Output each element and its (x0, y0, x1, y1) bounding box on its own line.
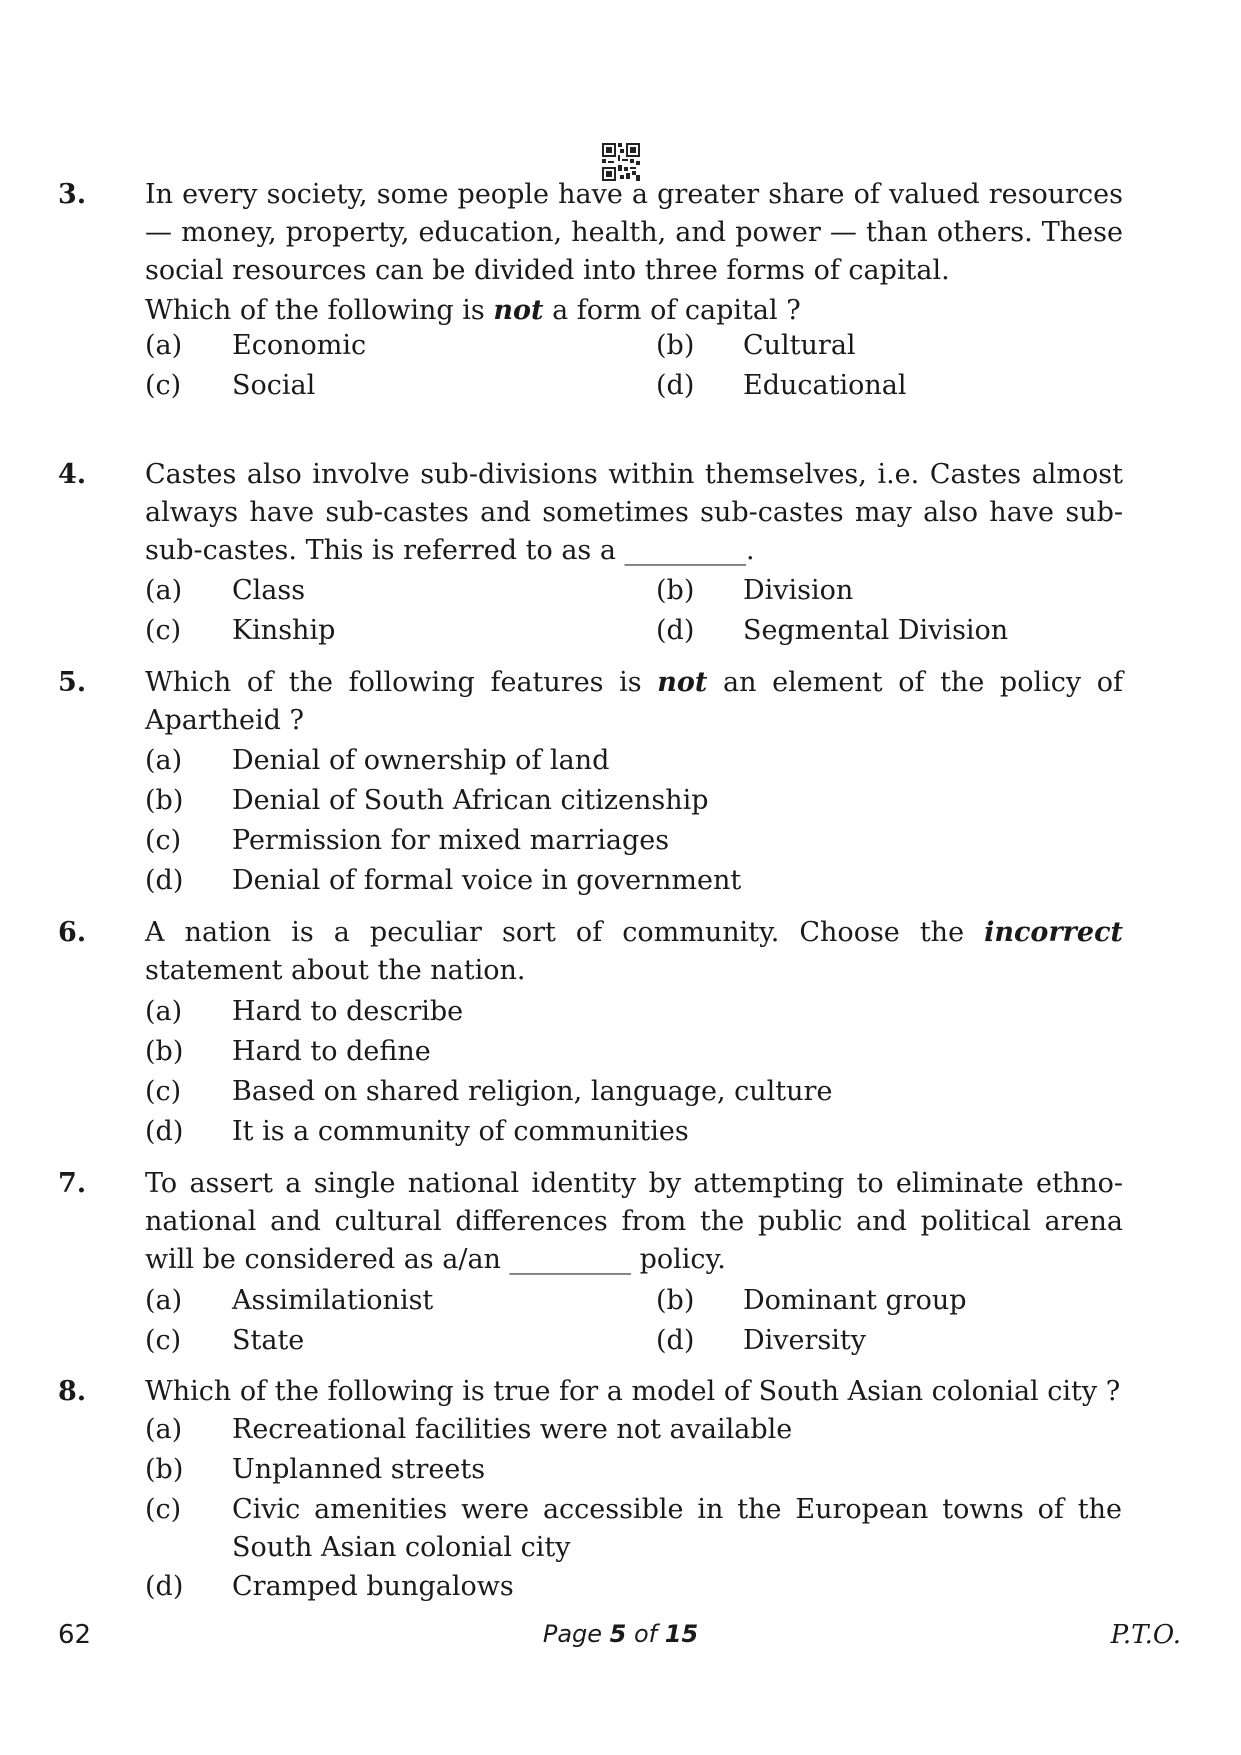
page-prefix: Page (542, 1620, 610, 1648)
option-label: (b) (145, 1454, 184, 1485)
option-text: Social (232, 370, 316, 401)
question-text: To assert a single national identity by attempting to eliminate ethno-national and cultural differences from the public and political arena will be considered as a/an _________ policy. (145, 1168, 1123, 1275)
option-label: (b) (656, 575, 695, 606)
option-label: (c) (145, 370, 182, 401)
option-text: Cramped bungalows (232, 1571, 514, 1602)
option-text: Kinship (232, 615, 336, 646)
option-text: Recreational facilities were not available (232, 1414, 793, 1445)
option-label: (c) (145, 1325, 182, 1356)
option-text: Permission for mixed marriages (232, 825, 670, 856)
option-text: Denial of South African citizenship (232, 785, 709, 816)
option-label: (d) (656, 1325, 695, 1356)
option-text: State (232, 1325, 305, 1356)
option-text: Division (743, 575, 854, 606)
page-total: 15 (664, 1620, 699, 1648)
question-number: 5. (58, 667, 87, 698)
option-text: Diversity (743, 1325, 867, 1356)
option-label: (d) (145, 1116, 184, 1147)
option-label: (d) (145, 865, 184, 896)
question-number: 8. (58, 1376, 87, 1407)
option-label: (b) (145, 785, 184, 816)
paper-code: 62 (58, 1620, 92, 1650)
option-text: It is a community of communities (232, 1116, 689, 1147)
option-label: (b) (145, 1036, 184, 1067)
question-text: In every society, some people have a greater share of valued resources — money, property, education, health, and power — than others. These social resources can be divided into three forms of capital. (145, 179, 1123, 286)
option-text: Civic amenities were accessible in the European towns of the South Asian colonial city (232, 1494, 1122, 1563)
question-number: 3. (58, 179, 87, 210)
question-number: 6. (58, 917, 87, 948)
option-label: (a) (145, 330, 183, 361)
option-label: (d) (656, 370, 695, 401)
question-stem: Which of the following is not a form of capital ? (145, 295, 801, 326)
option-label: (c) (145, 825, 182, 856)
option-text: Denial of ownership of land (232, 745, 610, 776)
option-label: (b) (656, 330, 695, 361)
option-label: (a) (145, 1414, 183, 1445)
option-text: Hard to describe (232, 996, 464, 1027)
question-text: Which of the following is true for a model of South Asian colonial city ? (145, 1376, 1121, 1407)
option-text: Dominant group (743, 1285, 967, 1316)
option-label: (a) (145, 996, 183, 1027)
page-mid: of (626, 1620, 665, 1648)
option-label: (c) (145, 1494, 182, 1525)
option-label: (c) (145, 615, 182, 646)
page-current: 5 (609, 1620, 627, 1648)
option-text: Economic (232, 330, 367, 361)
option-text: Based on shared religion, language, culture (232, 1076, 833, 1107)
option-text: Cultural (743, 330, 856, 361)
question-number: 7. (58, 1168, 87, 1199)
question-text: Which of the following features is not an element of the policy of Apartheid ? (145, 667, 1123, 736)
option-label: (c) (145, 1076, 182, 1107)
question-text: A nation is a peculiar sort of community. Choose the incorrect statement about the nation. (145, 917, 1123, 986)
option-text: Educational (743, 370, 907, 401)
option-text: Unplanned streets (232, 1454, 486, 1485)
option-label: (a) (145, 1285, 183, 1316)
option-text: Hard to define (232, 1036, 431, 1067)
option-label: (d) (145, 1571, 184, 1602)
page-indicator (0, 1620, 1241, 1648)
option-label: (d) (656, 615, 695, 646)
option-text: Segmental Division (743, 615, 1009, 646)
pto-label: P.T.O. (1110, 1620, 1181, 1650)
option-text: Class (232, 575, 306, 606)
option-label: (a) (145, 745, 183, 776)
question-text: Castes also involve sub-divisions within themselves, i.e. Castes almost always have sub-castes and sometimes sub-castes may also have sub-sub-castes. This is referred to as a _________. (145, 459, 1123, 566)
option-label: (a) (145, 575, 183, 606)
option-label: (b) (656, 1285, 695, 1316)
question-number: 4. (58, 459, 87, 490)
option-text: Assimilationist (232, 1285, 434, 1316)
option-text: Denial of formal voice in government (232, 865, 742, 896)
